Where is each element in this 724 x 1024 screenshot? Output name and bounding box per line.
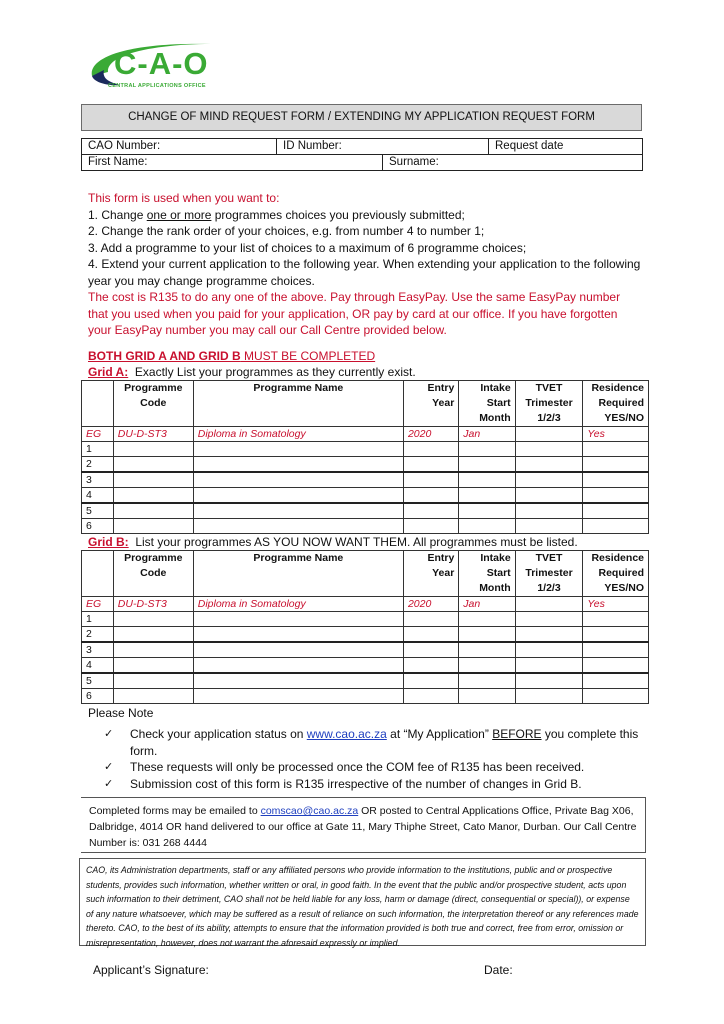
grids-notice-bold: BOTH GRID A AND GRID B — [88, 349, 241, 363]
table-row — [82, 627, 649, 643]
intake-cell[interactable] — [459, 519, 515, 534]
residence-cell[interactable] — [583, 689, 649, 704]
col-header-programme-code: Programme Code — [113, 551, 193, 597]
code-cell[interactable] — [113, 627, 193, 643]
residence-cell[interactable] — [583, 627, 649, 643]
cost-note: The cost is R135 to do any one of the above. Pay through EasyPay. Use the same EasyPay number that you used when you paid for your application, OR pay by card at our office. If you have forgotten your EasyPay number you may call our Call Centre provided below. — [88, 290, 621, 337]
year-cell[interactable] — [403, 488, 458, 504]
name-cell[interactable] — [193, 612, 403, 627]
year-cell[interactable] — [403, 612, 458, 627]
code-cell[interactable] — [113, 612, 193, 627]
intro-item-1-pre: 1. Change — [88, 207, 147, 222]
col-header-tvet-trimester: TVET Trimester 1/2/3 — [515, 551, 583, 597]
example-code: DU-D-ST3 — [113, 597, 193, 612]
code-cell[interactable] — [113, 457, 193, 473]
col-header-intake-month: Intake Start Month — [459, 551, 515, 597]
example-tvet — [515, 597, 583, 612]
code-cell[interactable] — [113, 689, 193, 704]
signature-date-label: Date: — [484, 963, 513, 977]
checkmark-icon: ✓ — [104, 728, 114, 740]
table-row — [82, 658, 649, 674]
residence-cell[interactable] — [583, 457, 649, 473]
year-cell[interactable] — [403, 472, 458, 488]
example-year: 2020 — [403, 597, 458, 612]
notes-list — [104, 726, 644, 792]
grid-a-label: Grid A: — [88, 365, 129, 379]
example-residence: Yes — [583, 597, 649, 612]
residence-cell[interactable] — [583, 503, 649, 519]
intro-heading: This form is used when you want to: — [88, 191, 280, 205]
intake-cell[interactable] — [459, 673, 515, 689]
intro-item-2: 2. Change the rank order of your choices, e.g. from number 4 to number 1; — [88, 224, 485, 238]
table-row — [82, 612, 649, 627]
intro-item-1-emphasis: one or more — [146, 207, 212, 222]
contact-post: OR posted to Central Applications Office, Private Bag X06, Dalbridge, 4014 OR hand delivered to our office at Gate 11, Mary Thiphe Street, Cato Manor, Durban. Our Call Centre Number is: 031 268 4444 — [89, 805, 637, 849]
residence-cell[interactable] — [583, 658, 649, 674]
grids-notice-rest: MUST BE COMPLETED — [240, 349, 376, 363]
cao-logo — [86, 36, 226, 96]
row-number: 4 — [82, 488, 114, 504]
intake-cell[interactable] — [459, 457, 515, 473]
row-number: 1 — [82, 612, 114, 627]
col-header-tvet-trimester: TVET Trimester 1/2/3 — [515, 381, 583, 427]
year-cell[interactable] — [403, 627, 458, 643]
table-row — [82, 442, 649, 457]
intake-cell[interactable] — [459, 503, 515, 519]
intro-item-1 — [88, 207, 643, 224]
contact-pre: Completed forms may be emailed to — [89, 805, 261, 817]
grid-b-label: Grid B: — [88, 535, 129, 549]
note-item — [104, 759, 644, 776]
year-cell[interactable] — [403, 673, 458, 689]
name-cell[interactable] — [193, 503, 403, 519]
note-1-emphasis: BEFORE — [492, 727, 542, 741]
row-number: 4 — [82, 658, 114, 674]
form-title: CHANGE OF MIND REQUEST FORM / EXTENDING MY APPLICATION REQUEST FORM — [81, 104, 642, 131]
tvet-cell[interactable] — [515, 642, 583, 658]
name-cell[interactable] — [193, 457, 403, 473]
row-number: 3 — [82, 472, 114, 488]
applicant-signature-label: Applicant’s Signature: — [93, 963, 209, 977]
residence-cell[interactable] — [583, 488, 649, 504]
table-row — [82, 689, 649, 704]
col-header-index — [82, 381, 114, 427]
row-number: 3 — [82, 642, 114, 658]
note-2-text: These requests will only be processed once the COM fee of R135 has been received. — [130, 760, 585, 774]
row-number: 1 — [82, 442, 114, 457]
year-cell[interactable] — [403, 689, 458, 704]
name-cell[interactable] — [193, 627, 403, 643]
year-cell[interactable] — [403, 519, 458, 534]
intake-cell[interactable] — [459, 442, 515, 457]
col-header-residence: Residence Required YES/NO — [583, 551, 649, 597]
grid-b-heading — [88, 535, 578, 550]
tvet-cell[interactable] — [515, 488, 583, 504]
name-cell[interactable] — [193, 658, 403, 674]
tvet-cell[interactable] — [515, 658, 583, 674]
checkmark-icon: ✓ — [104, 761, 114, 773]
name-cell[interactable] — [193, 472, 403, 488]
name-cell[interactable] — [193, 519, 403, 534]
cao-website-link[interactable]: www.cao.ac.za — [306, 727, 387, 741]
grid-b-instruction: List your programmes AS YOU NOW WANT THEM. All programmes must be listed. — [128, 535, 578, 549]
intake-cell[interactable] — [459, 689, 515, 704]
note-3-text: Submission cost of this form is R135 irrespective of the number of changes in Grid B. — [130, 776, 582, 791]
disclaimer-box: CAO, its Administration departments, staff or any affiliated persons who provide information to the institutions, public and or prospective students, provides such information, whether written or oral, in good faith. In the event that the public and/or prospective student, acts upon such information to their detriment, CAO shall not be held liable for any loss, harm or damage (direct, consequential or special)), or expense of any nature whatsoever, which may be suffered as a result of reliance on such information, the interpretation thereof or any references made thereto. CAO, to the best of its ability, attempts to ensure that the information provided is both true and correct, free from error, omission or misrepresentation, however, does not warrant the aforesaid expressly or implied. — [79, 858, 646, 946]
intake-cell[interactable] — [459, 627, 515, 643]
table-row — [82, 519, 649, 534]
grid-a-table — [81, 380, 649, 534]
intake-cell[interactable] — [459, 612, 515, 627]
year-cell[interactable] — [403, 658, 458, 674]
table-row — [82, 472, 649, 488]
tvet-cell[interactable] — [515, 519, 583, 534]
tvet-cell[interactable] — [515, 689, 583, 704]
code-cell[interactable] — [113, 503, 193, 519]
intro-item-3: 3. Add a programme to your list of choices to a maximum of 6 programme choices; — [88, 240, 527, 255]
grids-notice — [88, 349, 375, 364]
code-cell[interactable] — [113, 673, 193, 689]
logo-text: C-A-O — [114, 46, 209, 81]
note-1-pre: Check your application status on — [130, 727, 307, 741]
code-cell[interactable] — [113, 642, 193, 658]
grid-a-header-row — [82, 381, 649, 427]
year-cell[interactable] — [403, 503, 458, 519]
example-index: EG — [82, 427, 114, 442]
example-index: EG — [82, 597, 114, 612]
request-date-field[interactable] — [489, 139, 643, 155]
tvet-cell[interactable] — [515, 503, 583, 519]
id-number-field[interactable] — [277, 139, 489, 155]
row-number: 2 — [82, 627, 114, 643]
grid-b-header-row — [82, 551, 649, 597]
name-cell[interactable] — [193, 442, 403, 457]
residence-cell[interactable] — [583, 673, 649, 689]
residence-cell[interactable] — [583, 519, 649, 534]
surname-field[interactable] — [383, 155, 643, 171]
residence-cell[interactable] — [583, 472, 649, 488]
name-cell[interactable] — [193, 488, 403, 504]
col-header-programme-code: Programme Code — [113, 381, 193, 427]
intro-item-4: 4. Extend your current application to the following year. When extending your application to the following year you may change programme choices. — [88, 257, 641, 288]
contact-info-box — [81, 797, 646, 853]
year-cell[interactable] — [403, 642, 458, 658]
row-number: 2 — [82, 457, 114, 473]
applicant-info-table — [81, 138, 643, 171]
request-date-label: Request date — [495, 140, 564, 152]
tvet-cell[interactable] — [515, 673, 583, 689]
cao-number-label: CAO Number: — [88, 140, 161, 152]
table-row — [82, 503, 649, 519]
col-header-residence: Residence Required YES/NO — [583, 381, 649, 427]
col-header-programme-name: Programme Name — [193, 381, 403, 427]
code-cell[interactable] — [113, 488, 193, 504]
row-number: 5 — [82, 503, 114, 519]
intake-cell[interactable] — [459, 658, 515, 674]
example-row — [82, 597, 649, 612]
example-code: DU-D-ST3 — [113, 427, 193, 442]
col-header-index — [82, 551, 114, 597]
intro-item-1-post: programmes choices you previously submitted; — [211, 207, 465, 222]
checkmark-icon: ✓ — [104, 777, 114, 790]
row-number: 6 — [82, 689, 114, 704]
intake-cell[interactable] — [459, 642, 515, 658]
logo-subtitle: CENTRAL APPLICATIONS OFFICE — [108, 83, 206, 89]
intro-section — [88, 190, 643, 339]
table-row — [82, 642, 649, 658]
table-row — [82, 488, 649, 504]
code-cell[interactable] — [113, 519, 193, 534]
year-cell[interactable] — [403, 457, 458, 473]
example-tvet — [515, 427, 583, 442]
note-1-mid: at “My Application” — [386, 727, 493, 741]
cao-number-field[interactable] — [82, 139, 277, 155]
example-name: Diploma in Somatology — [193, 597, 403, 612]
row-number: 5 — [82, 673, 114, 689]
col-header-programme-name: Programme Name — [193, 551, 403, 597]
grid-b-table — [81, 550, 649, 704]
col-header-entry-year: Entry Year — [403, 381, 458, 427]
note-1-post: you complete this form. — [130, 727, 639, 758]
example-name: Diploma in Somatology — [193, 427, 403, 442]
email-link[interactable]: comscao@cao.ac.za — [260, 805, 359, 817]
grid-a-heading — [88, 365, 416, 380]
tvet-cell[interactable] — [515, 627, 583, 643]
table-row — [82, 457, 649, 473]
code-cell[interactable] — [113, 658, 193, 674]
surname-label: Surname: — [389, 156, 439, 168]
first-name-label: First Name: — [88, 156, 148, 168]
grid-a-instruction: Exactly List your programmes as they currently exist. — [128, 365, 416, 379]
tvet-cell[interactable] — [515, 612, 583, 627]
name-cell[interactable] — [193, 689, 403, 704]
note-item — [104, 726, 644, 759]
name-cell[interactable] — [193, 642, 403, 658]
code-cell[interactable] — [113, 472, 193, 488]
tvet-cell[interactable] — [515, 472, 583, 488]
residence-cell[interactable] — [583, 642, 649, 658]
example-year: 2020 — [403, 427, 458, 442]
tvet-cell[interactable] — [515, 442, 583, 457]
first-name-field[interactable] — [82, 155, 383, 171]
col-header-intake-month: Intake Start Month — [459, 381, 515, 427]
example-residence: Yes — [583, 427, 649, 442]
intake-cell[interactable] — [459, 472, 515, 488]
example-intake: Jan — [459, 427, 515, 442]
year-cell[interactable] — [403, 442, 458, 457]
example-row — [82, 427, 649, 442]
col-header-entry-year: Entry Year — [403, 551, 458, 597]
residence-cell[interactable] — [583, 442, 649, 457]
tvet-cell[interactable] — [515, 457, 583, 473]
note-item — [104, 776, 644, 793]
example-intake: Jan — [459, 597, 515, 612]
name-cell[interactable] — [193, 673, 403, 689]
intake-cell[interactable] — [459, 488, 515, 504]
row-number: 6 — [82, 519, 114, 534]
residence-cell[interactable] — [583, 612, 649, 627]
code-cell[interactable] — [113, 442, 193, 457]
table-row — [82, 673, 649, 689]
id-number-label: ID Number: — [283, 140, 342, 152]
please-note-heading: Please Note — [88, 706, 154, 720]
